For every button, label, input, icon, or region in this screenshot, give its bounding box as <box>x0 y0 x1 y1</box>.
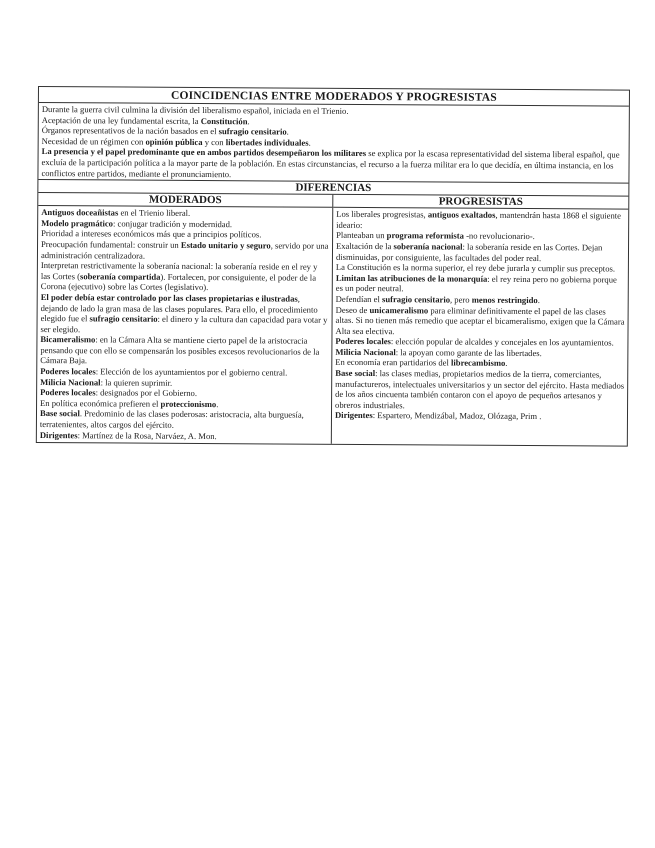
document-title: COINCIDENCIAS ENTRE MODERADOS Y PROGRESISTAS <box>39 87 629 107</box>
text-segment: . <box>505 358 508 369</box>
text-segment: Los liberales progresistas, <box>336 208 428 220</box>
bold-text: proteccionismo <box>160 398 217 409</box>
text-segment: . <box>308 137 311 148</box>
bold-text: Milicia Nacional <box>335 346 396 358</box>
bold-text: Constitución <box>200 115 248 126</box>
text-segment: -no revolucionario-. <box>463 230 535 242</box>
text-segment: para eliminar definitivamente el papel de las clases altas. Si no tienen más remedio que aceptar el bicameralismo, exigen que la Cámara Alta sea electiva. <box>335 304 625 336</box>
paragraph <box>335 368 624 412</box>
text-segment: : Elección de los ayuntamientos por el gobierno central. <box>95 366 288 378</box>
text-segment: Durante la guerra civil culmina la división del liberalismo español, iniciada en el Trienio. <box>41 104 349 116</box>
bold-text: Bicameralismo <box>40 334 96 345</box>
bold-text: Limitan las atribuciones de la monarquía <box>335 272 488 284</box>
text-segment: . <box>247 115 250 126</box>
text-segment: Exaltación de la <box>335 240 394 252</box>
bold-text: unicameralismo <box>369 304 429 315</box>
text-segment: Preocupación fundamental: construir un <box>41 238 181 250</box>
bold-text: Dirigentes <box>39 429 78 440</box>
text-segment: , servido por una administración centralizadora. <box>40 240 329 261</box>
paragraph <box>335 410 624 422</box>
text-segment: se explica por la escasa representatividad del sistema liberal español, que excluía de la participación política a la mayor parte de la población. En estas circunstancias, el recurso a la fuerza militar era lo que decidía, en última instancia, en los conflictos entre partidos, mediante el pronunciamiento. <box>41 148 620 179</box>
paragraph <box>40 430 328 442</box>
moderados-column <box>37 193 334 444</box>
differences-title: DIFERENCIAS <box>38 179 628 197</box>
text-segment: . <box>537 294 540 305</box>
text-segment: . Predominio de las clases poderosas: aristocracia, alta burguesía, terratenientes, altos cargos del ejército. <box>39 408 304 430</box>
bold-text: El poder debía estar controlado por las clases propietarias e ilustradas <box>40 291 298 304</box>
text-segment: : Espartero, Mendizábal, Madoz, Olózaga, Prim . <box>372 410 542 422</box>
text-segment: y con <box>202 136 226 147</box>
moderados-heading: MODERADOS <box>38 193 332 208</box>
text-segment: . <box>286 126 289 137</box>
bold-text: sufragio censitario <box>89 313 158 324</box>
text-segment: Órganos representativos de la nación basados en el <box>41 125 219 137</box>
text-segment: : las clases medias, propietarios medios de la tierra, comerciantes, manufactureros, intelectuales universitarios y un sector del ejército. Hasta mediados de los años cincuenta también contaron con el apoyo de pequeños artesanos y obreros industriales. <box>335 368 625 411</box>
text-segment: : la soberanía reside en las Cortes. Dejan disminuidas, por consiguiente, las facultades del poder real. <box>335 241 603 263</box>
bold-text: programa reformista <box>386 230 464 241</box>
paragraph <box>40 292 328 336</box>
bold-text: soberanía compartida <box>79 270 161 282</box>
text-segment: En economía eran partidarios del <box>335 357 452 368</box>
text-segment: Planteaban un <box>336 230 387 241</box>
text-segment: Necesidad de un régimen con <box>41 135 146 147</box>
bold-text: soberanía nacional <box>393 241 463 252</box>
bold-text: libertades individuales <box>225 136 309 148</box>
text-segment: : Martínez de la Rosa, Narváez, A. Mon. <box>77 429 217 441</box>
text-segment: ). Fortalecen, por consiguiente, el poder de la Corona (ejecutivo) sobre las Cortes (legislativo). <box>40 271 317 293</box>
bold-text: Base social <box>39 408 80 419</box>
bold-text: sufragio censitario <box>381 294 451 305</box>
paragraph <box>336 273 625 296</box>
bold-text: Antiguos doceañistas <box>41 207 119 218</box>
text-segment: : el dinero y la cultura dan capacidad para votar y ser elegido. <box>40 313 328 334</box>
text-segment: La Constitución es la norma superior, el rey debe jurarla y cumplir sus preceptos. <box>335 261 616 274</box>
bold-text: menos restringido <box>471 294 538 305</box>
bold-text: sufragio censitario <box>218 126 287 137</box>
text-segment: , mantendrán hasta 1868 el siguiente ideario: <box>336 209 622 230</box>
text-segment: : el rey reina pero no gobierna porque es un poder neutral. <box>335 273 617 294</box>
bold-text: antiguos exaltados <box>427 209 496 220</box>
progresistas-heading: PROGRESISTAS <box>333 195 628 210</box>
text-segment: : conjugar tradición y modernidad. <box>112 218 233 229</box>
text-segment: : la quieren suprimir. <box>100 377 173 388</box>
paragraph <box>41 146 625 181</box>
bold-text: La presencia y el papel predominante que en ambos partidos desempeñaron los militares <box>41 146 367 159</box>
paragraph <box>40 408 328 431</box>
bold-text: Base social <box>335 367 376 379</box>
bold-text: Poderes locales <box>335 336 391 347</box>
progresistas-list <box>332 208 628 425</box>
text-segment: en el Trienio liberal. <box>118 207 191 219</box>
differences-columns <box>37 193 629 446</box>
text-segment: Defendían el <box>335 293 383 305</box>
progresistas-column <box>332 195 629 446</box>
text-segment: , pero <box>450 294 472 305</box>
bold-text: opinión pública <box>145 136 203 147</box>
text-segment: . <box>216 398 219 409</box>
coincidences-list <box>38 103 628 183</box>
paragraph <box>336 209 625 232</box>
paragraph <box>335 304 624 338</box>
text-segment: : elección popular de alcaldes y concejales en los ayuntamientos. <box>390 336 614 348</box>
paragraph <box>336 241 625 264</box>
text-segment: Deseo de <box>335 304 370 315</box>
text-segment: Prioridad a intereses económicos más que a principios políticos. <box>41 228 262 240</box>
comparison-document <box>36 86 630 447</box>
bold-text: librecambismo <box>451 357 506 369</box>
paragraph <box>40 334 328 368</box>
bold-text: Dirigentes <box>334 410 373 421</box>
bold-text: Estado unitario y seguro <box>180 239 271 251</box>
bold-text: Poderes locales <box>40 387 96 398</box>
text-segment: , dejando de lado la gran masa de las clases populares. Para ello, el procedimiento elegido fue el <box>40 293 318 324</box>
text-segment: : designados por el Gobierno. <box>95 387 198 399</box>
text-segment: : la apoyan como garante de las libertades. <box>395 347 542 358</box>
paragraph <box>41 260 329 294</box>
text-segment: Aceptación de una ley fundamental escrita, la <box>41 114 201 126</box>
moderados-list <box>37 206 332 444</box>
text-segment: Interpretan restrictivamente la soberanía nacional: la soberanía reside en el rey y las Cortes ( <box>40 260 318 281</box>
bold-text: Modelo pragmático <box>41 217 114 229</box>
paragraph <box>41 239 329 262</box>
bold-text: Milicia Nacional <box>40 376 101 388</box>
text-segment: : en la Cámara Alta se mantiene cierto papel de la aristocracia pensando que con ello se compensarán los posibles excesos revolucionarios de la Cámara Baja. <box>40 334 320 366</box>
bold-text: Poderes locales <box>40 366 96 377</box>
text-segment: En política económica prefieren el <box>40 397 161 409</box>
